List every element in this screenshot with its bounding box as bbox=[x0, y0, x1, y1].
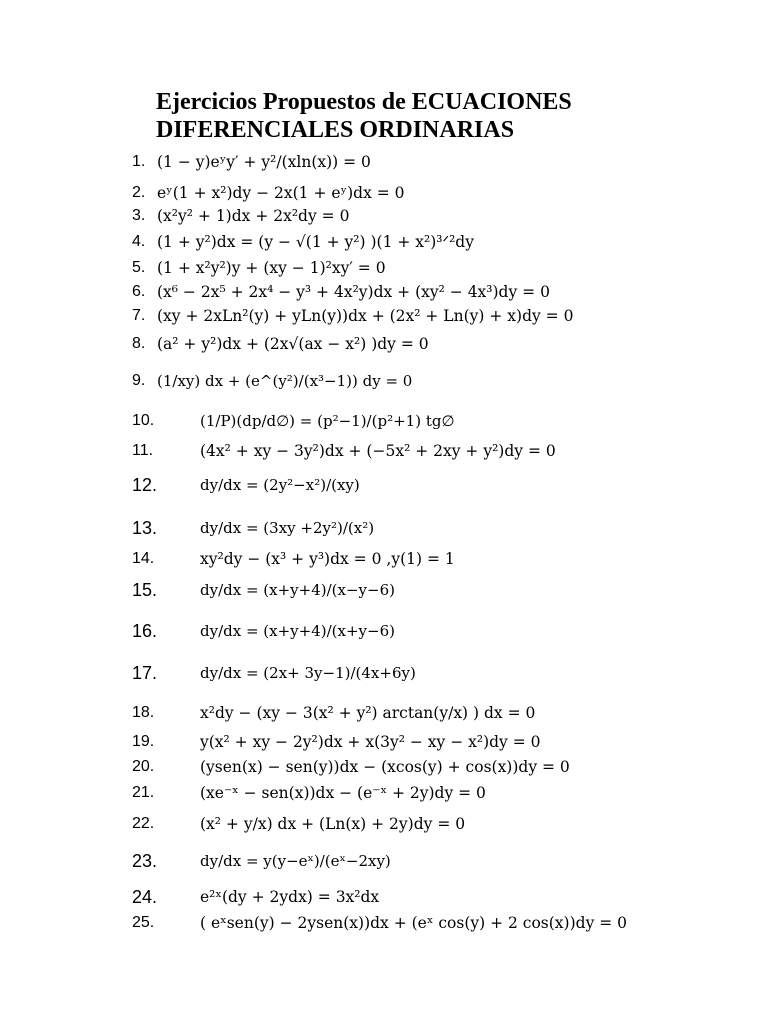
exercise-number: 3. bbox=[132, 207, 146, 224]
exercise-number: 23. bbox=[132, 850, 158, 871]
exercise-item bbox=[0, 148, 768, 176]
exercise-number: 24. bbox=[132, 886, 158, 907]
exercise-equation: (a² + y²)dx + (2x√(ax − x²) )dy = 0 bbox=[157, 335, 429, 353]
exercise-item bbox=[0, 617, 768, 645]
exercise-number: 18. bbox=[132, 704, 155, 721]
exercise-item bbox=[0, 330, 768, 358]
exercise-equation: eʸ(1 + x²)dy − 2x(1 + eʸ)dx = 0 bbox=[157, 184, 405, 202]
exercise-number: 8. bbox=[132, 335, 146, 352]
exercise-equation: (x² + y/x) dx + (Ln(x) + 2y)dy = 0 bbox=[200, 815, 466, 833]
exercise-item bbox=[0, 847, 768, 875]
exercise-equation: dy/dx = (2x+ 3y−1)/(4x+6y) bbox=[200, 664, 416, 682]
exercise-equation: (1/xy) dx + (e^(y²)/(x³−1)) dy = 0 bbox=[157, 372, 413, 390]
exercise-equation: (1 + y²)dx = (y − √(1 + y²) )(1 + x²)³ᐟ²dy bbox=[157, 233, 474, 251]
exercise-equation: (1 − y)eʸy′ + y²/(xln(x)) = 0 bbox=[157, 153, 371, 171]
exercise-item bbox=[0, 883, 768, 911]
exercise-equation: (1/P)(dp/d∅) = (p²−1)/(p²+1) tg∅ bbox=[200, 412, 455, 430]
exercise-number: 25. bbox=[132, 914, 155, 931]
exercise-number: 1. bbox=[132, 153, 146, 170]
exercise-equation: (xe⁻ˣ − sen(x))dx − (e⁻ˣ + 2y)dy = 0 bbox=[200, 784, 486, 802]
exercise-item bbox=[0, 659, 768, 687]
exercise-number: 6. bbox=[132, 283, 146, 300]
exercise-equation: dy/dx = (x+y+4)/(x−y−6) bbox=[200, 581, 395, 599]
exercise-equation: x²dy − (xy − 3(x² + y²) arctan(y/x) ) dx = 0 bbox=[200, 704, 536, 722]
exercise-number: 19. bbox=[132, 733, 155, 750]
exercise-item bbox=[0, 779, 768, 807]
exercise-equation: (ysen(x) − sen(y))dx − (xcos(y) + cos(x))dy = 0 bbox=[200, 758, 570, 776]
exercise-number: 21. bbox=[132, 784, 155, 801]
exercise-number: 12. bbox=[132, 474, 158, 495]
exercise-item bbox=[0, 302, 768, 330]
exercise-equation: (xy + 2xLn²(y) + yLn(y))dx + (2x² + Ln(y) + x)dy = 0 bbox=[157, 307, 574, 325]
exercise-item bbox=[0, 202, 768, 230]
exercise-equation: dy/dx = y(y−eˣ)/(eˣ−2xy) bbox=[200, 852, 391, 870]
exercise-number: 15. bbox=[132, 579, 158, 600]
exercise-equation: e²ˣ(dy + 2ydx) = 3x²dx bbox=[200, 888, 380, 906]
exercise-number: 13. bbox=[132, 517, 158, 538]
exercise-item bbox=[0, 437, 768, 465]
exercise-number: 5. bbox=[132, 259, 146, 276]
exercise-equation: dy/dx = (3xy +2y²)/(x²) bbox=[200, 519, 375, 537]
exercise-equation: ( eˣsen(y) − 2ysen(x))dx + (eˣ cos(y) + 2 cos(x))dy = 0 bbox=[200, 914, 628, 932]
exercise-equation: (x²y² + 1)dx + 2x²dy = 0 bbox=[157, 207, 350, 225]
exercise-number: 22. bbox=[132, 815, 155, 832]
exercise-equation: (4x² + xy − 3y²)dx + (−5x² + 2xy + y²)dy = 0 bbox=[200, 442, 556, 460]
exercise-item bbox=[0, 545, 768, 573]
exercise-number: 14. bbox=[132, 550, 155, 567]
title-line-2: DIFERENCIALES ORDINARIAS bbox=[156, 117, 515, 143]
exercise-item bbox=[0, 228, 768, 256]
exercise-number: 7. bbox=[132, 307, 146, 324]
exercise-number: 16. bbox=[132, 620, 158, 641]
exercise-equation: xy²dy − (x³ + y³)dx = 0 ,y(1) = 1 bbox=[200, 550, 455, 568]
exercise-item bbox=[0, 367, 768, 395]
title-line-1: Ejercicios Propuestos de ECUACIONES bbox=[156, 89, 572, 115]
exercise-number: 9. bbox=[132, 372, 146, 389]
exercise-item bbox=[0, 471, 768, 499]
exercise-number: 11. bbox=[132, 442, 154, 459]
exercise-number: 4. bbox=[132, 233, 146, 250]
exercise-item bbox=[0, 699, 768, 727]
exercise-item bbox=[0, 753, 768, 781]
exercise-equation: dy/dx = (x+y+4)/(x+y−6) bbox=[200, 622, 395, 640]
exercise-number: 2. bbox=[132, 184, 146, 201]
exercise-equation: (1 + x²y²)y + (xy − 1)²xy′ = 0 bbox=[157, 259, 386, 277]
exercise-item bbox=[0, 407, 768, 435]
exercise-equation: (x⁶ − 2x⁵ + 2x⁴ − y³ + 4x²y)dx + (xy² − 4x³)dy = 0 bbox=[157, 283, 550, 301]
exercise-number: 17. bbox=[132, 662, 158, 683]
exercise-item bbox=[0, 810, 768, 838]
exercise-item bbox=[0, 576, 768, 604]
exercise-item bbox=[0, 728, 768, 756]
exercise-equation: y(x² + xy − 2y²)dx + x(3y² − xy − x²)dy = 0 bbox=[200, 733, 541, 751]
exercise-item bbox=[0, 909, 768, 937]
exercise-number: 10. bbox=[132, 412, 155, 429]
exercise-equation: dy/dx = (2y²−x²)/(xy) bbox=[200, 476, 360, 494]
exercise-number: 20. bbox=[132, 758, 155, 775]
exercise-item bbox=[0, 514, 768, 542]
